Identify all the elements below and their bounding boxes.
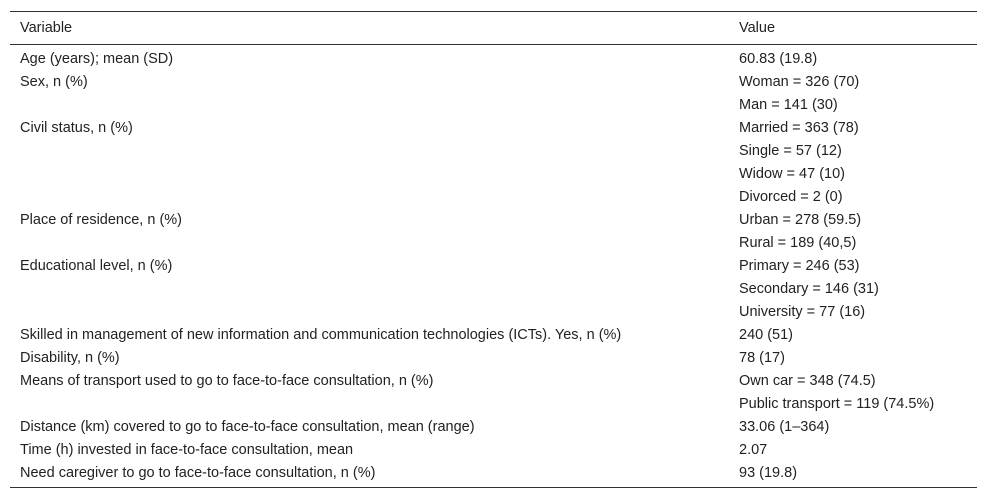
cell-value: Own car = 348 (74.5) — [739, 372, 876, 389]
table-row — [10, 162, 977, 185]
data-table-container — [10, 11, 977, 488]
table-row — [10, 277, 977, 300]
cell-variable: Sex, n (%) — [20, 73, 88, 90]
table-row — [10, 300, 977, 323]
cell-variable — [10, 185, 729, 208]
cell-variable: Civil status, n (%) — [20, 119, 133, 136]
cell-value: Widow = 47 (10) — [739, 165, 845, 182]
cell-value: Single = 57 (12) — [739, 142, 842, 159]
header-variable: Variable — [10, 12, 729, 45]
cell-variable: Time (h) invested in face-to-face consultation, mean — [20, 441, 354, 458]
cell-value: Public transport = 119 (74.5%) — [739, 395, 935, 412]
table-row — [10, 369, 977, 392]
cell-value: Urban = 278 (59.5) — [739, 211, 862, 228]
cell-value: Rural = 189 (40,5) — [739, 234, 857, 251]
table-row — [10, 254, 977, 277]
table-row — [10, 415, 977, 438]
table-row — [10, 93, 977, 116]
cell-variable — [10, 392, 729, 415]
cell-variable — [10, 162, 729, 185]
header-row — [10, 12, 977, 45]
table-row — [10, 116, 977, 139]
characteristics-table — [10, 11, 977, 488]
table-row — [10, 139, 977, 162]
cell-variable: Educational level, n (%) — [20, 257, 173, 274]
table-row — [10, 438, 977, 461]
table-header — [10, 12, 977, 45]
table-row — [10, 70, 977, 93]
table-row — [10, 45, 977, 71]
cell-value: Woman = 326 (70) — [739, 73, 860, 90]
cell-variable: Means of transport used to go to face-to-face consultation, n (%) — [20, 372, 434, 389]
cell-variable: Distance (km) covered to go to face-to-face consultation, mean (range) — [20, 418, 475, 435]
table-row — [10, 392, 977, 415]
cell-variable: Skilled in management of new information and communication technologies (ICTs). Yes, n (%) — [20, 326, 622, 343]
cell-value: 60.83 (19.8) — [739, 50, 818, 67]
cell-value: 93 (19.8) — [739, 464, 798, 481]
cell-variable — [10, 300, 729, 323]
table-row — [10, 323, 977, 346]
cell-variable — [10, 277, 729, 300]
cell-value: Divorced = 2 (0) — [739, 188, 843, 205]
table-row — [10, 346, 977, 369]
cell-value: 240 (51) — [739, 326, 794, 343]
cell-value: Secondary = 146 (31) — [739, 280, 879, 297]
table-row — [10, 231, 977, 254]
cell-value: 33.06 (1–364) — [739, 418, 830, 435]
cell-value: 78 (17) — [739, 349, 785, 366]
cell-variable: Disability, n (%) — [20, 349, 120, 366]
cell-value: University = 77 (16) — [739, 303, 866, 320]
table-body — [10, 45, 977, 488]
table-row — [10, 208, 977, 231]
cell-variable — [10, 139, 729, 162]
cell-variable — [10, 231, 729, 254]
cell-value: Man = 141 (30) — [739, 96, 838, 113]
cell-variable: Need caregiver to go to face-to-face consultation, n (%) — [20, 464, 376, 481]
cell-value: Primary = 246 (53) — [739, 257, 860, 274]
cell-value: Married = 363 (78) — [739, 119, 859, 136]
cell-variable: Place of residence, n (%) — [20, 211, 182, 228]
header-value: Value — [729, 12, 977, 45]
cell-value: 2.07 — [739, 441, 768, 458]
table-row — [10, 461, 977, 488]
table-row — [10, 185, 977, 208]
cell-variable — [10, 93, 729, 116]
cell-variable: Age (years); mean (SD) — [20, 50, 174, 67]
